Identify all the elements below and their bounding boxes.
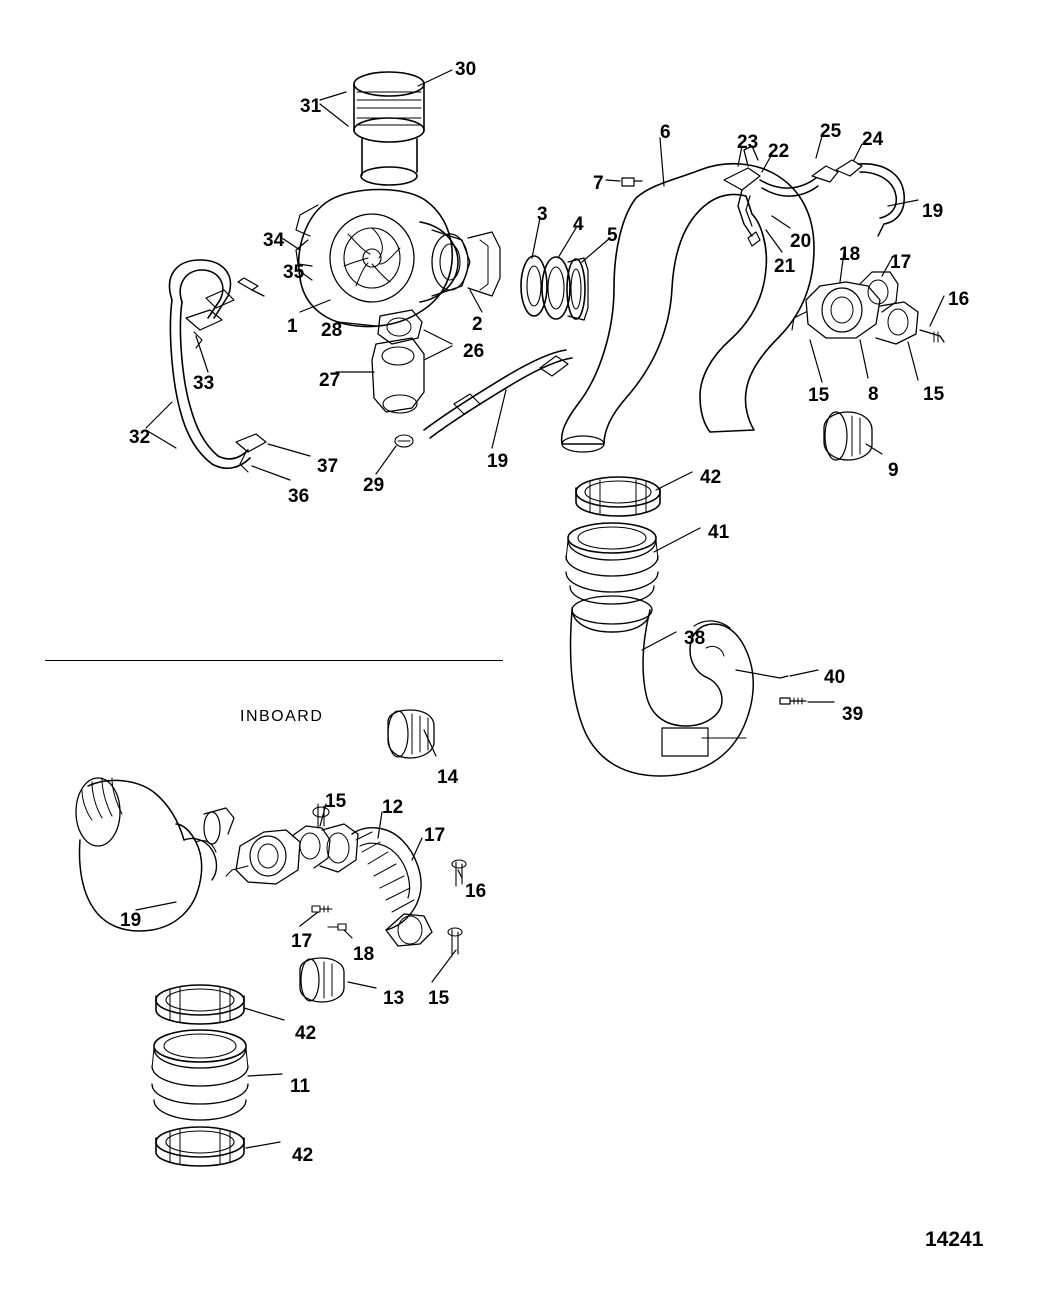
callout-29: 29: [363, 475, 385, 496]
callout-14: 14: [437, 767, 459, 788]
callout-13: 13: [383, 988, 405, 1009]
callout-19-top-right: 19: [922, 201, 944, 222]
callout-40: 40: [824, 667, 846, 688]
callout-19-bottom: 19: [120, 910, 142, 931]
callout-33: 33: [193, 373, 215, 394]
callout-12: 12: [382, 797, 404, 818]
callout-22: 22: [768, 141, 790, 162]
callout-34: 34: [263, 230, 285, 251]
drawing-number: 14241: [925, 1228, 984, 1251]
section-divider: [45, 660, 503, 661]
callout-16-right: 16: [948, 289, 970, 310]
callout-9: 9: [888, 460, 899, 481]
callout-21: 21: [774, 256, 796, 277]
callout-6: 6: [660, 122, 671, 143]
callout-28: 28: [321, 320, 343, 341]
callout-4: 4: [573, 214, 584, 235]
callout-16-bottom: 16: [465, 881, 487, 902]
callout-3: 3: [537, 204, 548, 225]
callout-17-bottom-b: 17: [291, 931, 313, 952]
callout-23: 23: [737, 132, 759, 153]
callout-31: 31: [300, 96, 322, 117]
callout-15-bottom-b: 15: [428, 988, 450, 1009]
callout-42-lower: 42: [292, 1145, 314, 1166]
callout-20: 20: [790, 231, 812, 252]
callout-2: 2: [472, 314, 483, 335]
callout-36: 36: [288, 486, 310, 507]
callout-41: 41: [708, 522, 730, 543]
callout-26: 26: [463, 341, 485, 362]
callout-17-bottom-a: 17: [424, 825, 446, 846]
callout-35: 35: [283, 262, 305, 283]
callout-42-mid: 42: [295, 1023, 317, 1044]
callout-1: 1: [287, 316, 298, 337]
callout-38: 38: [684, 628, 706, 649]
callout-32: 32: [129, 427, 151, 448]
callout-15-right-b: 15: [923, 384, 945, 405]
callout-18-right: 18: [839, 244, 861, 265]
callout-27: 27: [319, 370, 341, 391]
callout-25: 25: [820, 121, 842, 142]
callout-19-mid: 19: [487, 451, 509, 472]
inboard-section-label: INBOARD: [240, 708, 324, 725]
callout-39: 39: [842, 704, 864, 725]
callout-37: 37: [317, 456, 339, 477]
callout-17-right: 17: [890, 252, 912, 273]
callout-7: 7: [593, 173, 604, 194]
callout-5: 5: [607, 225, 618, 246]
callout-24: 24: [862, 129, 884, 150]
callout-8: 8: [868, 384, 879, 405]
callout-15-bottom-a: 15: [325, 791, 347, 812]
callout-42-upper: 42: [700, 467, 722, 488]
callout-15-right-a: 15: [808, 385, 830, 406]
callout-30: 30: [455, 59, 477, 80]
callout-11: 11: [290, 1076, 311, 1097]
callout-18-bottom: 18: [353, 944, 375, 965]
